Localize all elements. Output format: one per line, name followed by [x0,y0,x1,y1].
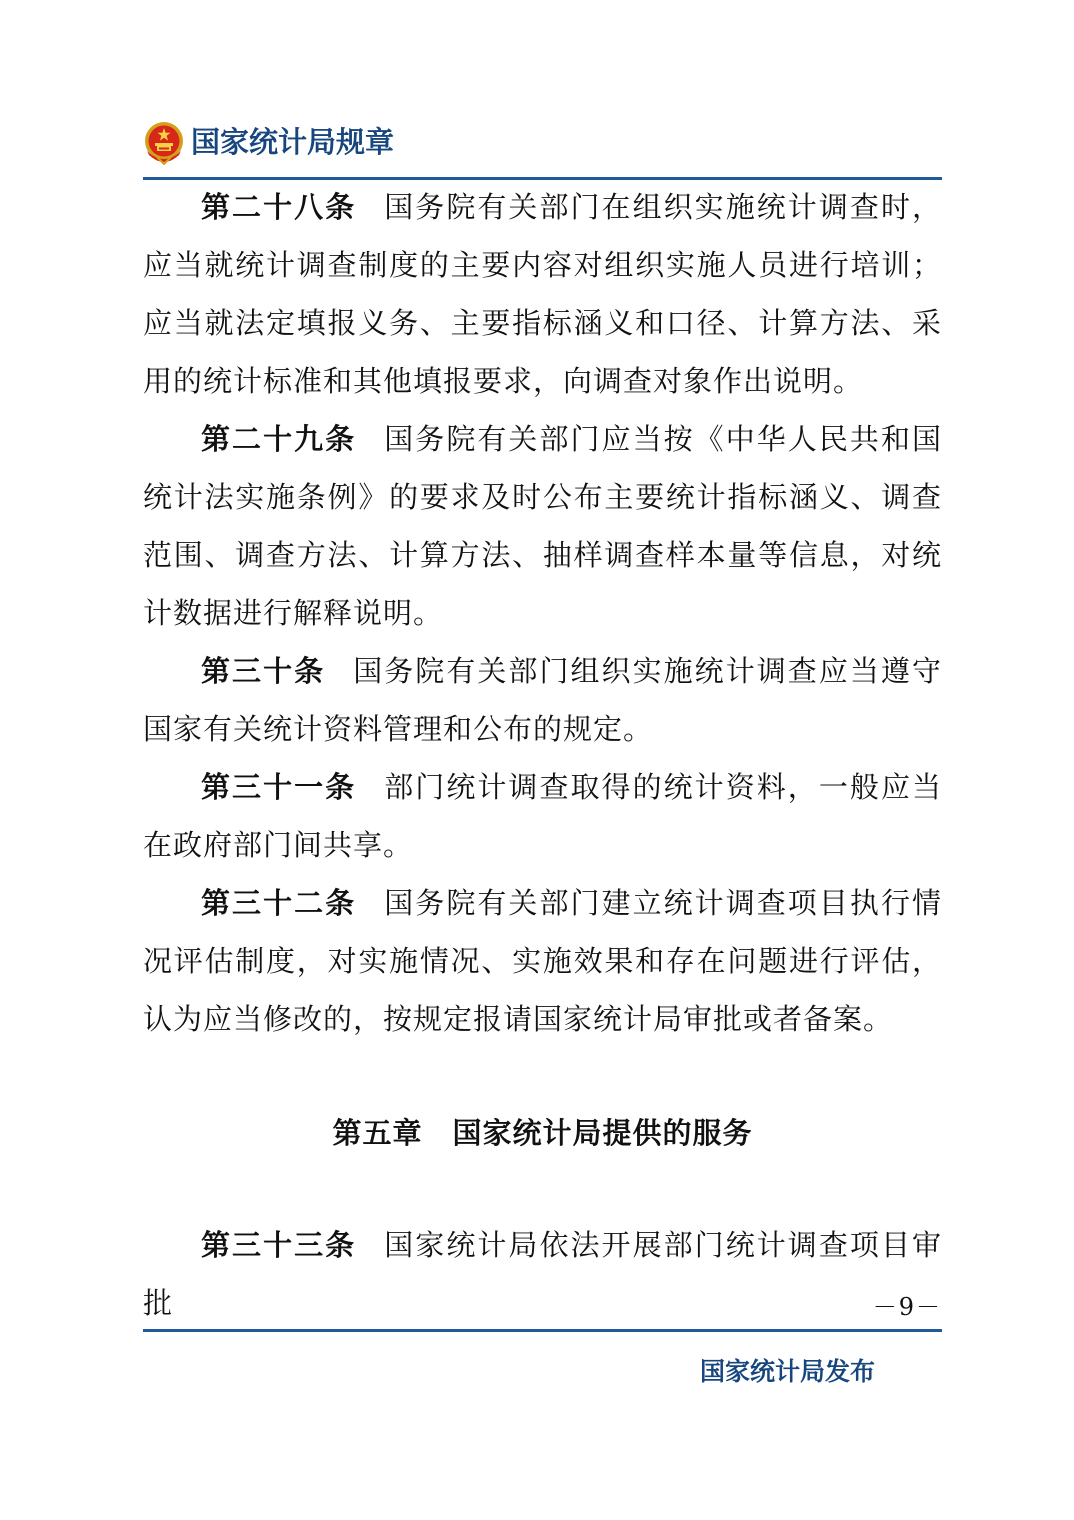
article-label: 第二十九条 [201,422,357,456]
article-31 [143,758,942,874]
page-number: －9－ [872,1293,942,1321]
article-text: 国务院有关部门组织实施统计调查应当遵守国家有关统计资料管理和公布的规定。 [143,654,942,746]
chapter-heading [143,1104,942,1162]
chapter-number: 第五章 [332,1116,423,1150]
document-body [143,178,942,1332]
article-28 [143,178,942,410]
article-text: 国务院有关部门应当按《中华人民共和国统计法实施条例》的要求及时公布主要统计指标涵义、调查范围、调查方法、计算方法、抽样调查样本量等信息，对统计数据进行解释说明。 [143,422,942,630]
header-title: 国家统计局规章 [191,125,395,159]
footer-publisher: 国家统计局发布 [700,1357,876,1386]
article-label: 第三十三条 [201,1228,357,1262]
page-header [143,116,943,176]
article-32 [143,874,942,1048]
article-33 [143,1216,942,1332]
article-29 [143,410,942,642]
chapter-title: 国家统计局提供的服务 [452,1116,753,1150]
article-label: 第三十二条 [201,886,357,920]
article-30 [143,642,942,758]
article-label: 第三十条 [201,654,326,688]
article-label: 第三十一条 [201,770,357,804]
footer-divider [143,1329,942,1332]
article-text: 国务院有关部门在组织实施统计调查时，应当就统计调查制度的主要内容对组织实施人员进行培训；应当就法定填报义务、主要指标涵义和口径、计算方法、采用的统计标准和其他填报要求，向调查对象作出说明。 [143,190,942,398]
article-text: 国务院有关部门建立统计调查项目执行情况评估制度，对实施情况、实施效果和存在问题进行评估，认为应当修改的，按规定报请国家统计局审批或者备案。 [143,886,942,1036]
article-text: 部门统计调查取得的统计资料，一般应当在政府部门间共享。 [143,770,942,862]
article-text: 国家统计局依法开展部门统计调查项目审批 [143,1228,942,1320]
national-emblem-icon [143,121,185,165]
article-label: 第二十八条 [201,190,357,224]
